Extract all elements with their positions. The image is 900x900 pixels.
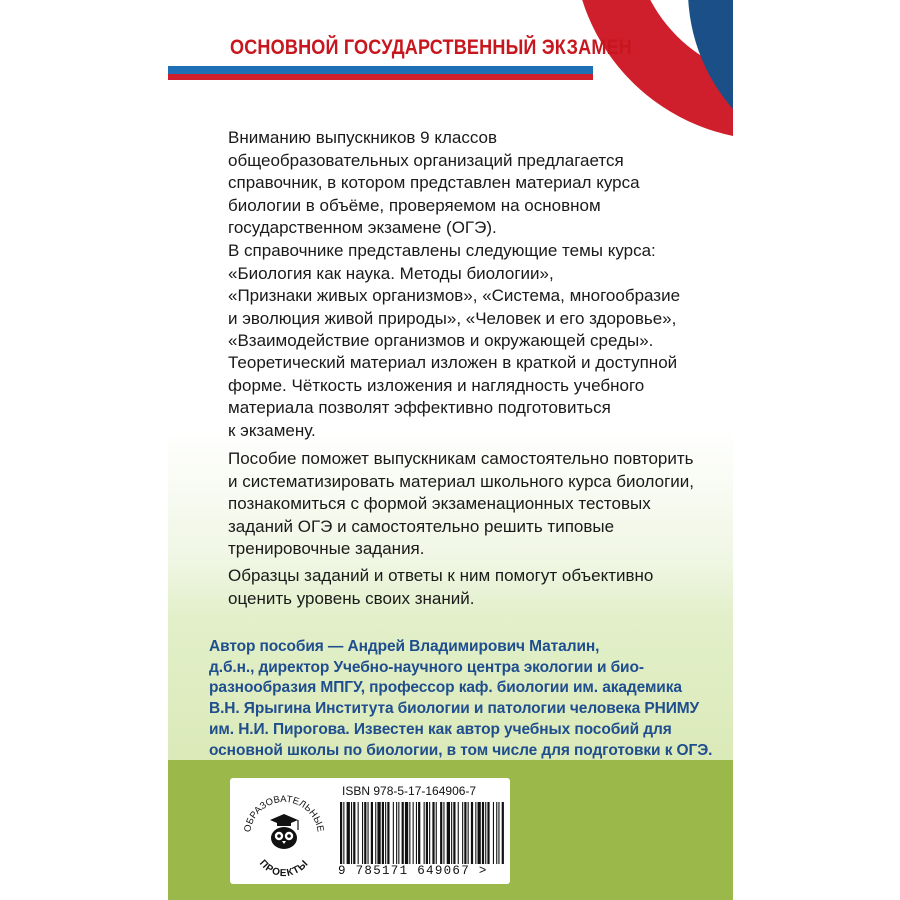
- barcode-bar: [432, 802, 434, 864]
- barcode-bar: [458, 802, 459, 864]
- barcode-bar: [393, 802, 394, 864]
- barcode-bar: [362, 802, 363, 864]
- barcode-panel: [230, 778, 510, 884]
- barcode-bar: [482, 802, 484, 864]
- barcode-bar: [418, 802, 420, 864]
- barcode-bar: [443, 802, 444, 864]
- barcode-bar: [402, 802, 404, 864]
- barcode-bar: [464, 802, 466, 864]
- back-cover: [168, 0, 733, 900]
- owl-graduate-icon: [236, 784, 331, 879]
- isbn-text: ISBN 978-5-17-164906-7: [342, 784, 477, 798]
- author-info: Автор пособия — Андрей Владимирович Маталин, д.б.н., директор Учебно-научного центра экологии и био- разнообразия МПГУ, профессор каф. биологии им. академика В.Н. Ярыгина Института биологии и патологии человека РНИМУ им. Н.И. Пирогова. Известен как автор учебных пособий для основной школы по биологии, в том числе для подготовки к ОГЭ.: [209, 638, 713, 759]
- barcode-bar: [368, 802, 369, 864]
- barcode-bar: [358, 802, 359, 864]
- barcode-bar: [478, 802, 481, 864]
- barcode-bar: [416, 802, 417, 864]
- barcode-bar: [429, 802, 430, 864]
- barcode-bar: [498, 802, 499, 864]
- barcode-bar: [385, 802, 386, 864]
- svg-text:ПРОЕКТЫ: [257, 858, 311, 879]
- barcode-bar: [447, 802, 450, 864]
- barcode-bar: [502, 802, 504, 864]
- barcode-bar: [471, 802, 473, 864]
- annotation-paragraph-4: Пособие поможет выпускникам самостоятельно повторить и систематизировать материал школьного курса биологии, познакомиться с формой экзаменационных тестовых заданий ОГЭ и самостоятельно решить типовые тренировочные задания.: [228, 449, 695, 558]
- barcode-bar: [475, 802, 476, 864]
- barcode-bar: [377, 802, 380, 864]
- barcode-bar: [409, 802, 410, 864]
- barcode-bar: [487, 802, 489, 864]
- barcode-bar: [351, 802, 352, 864]
- barcode-bar: [396, 802, 397, 864]
- barcode-bar: [382, 802, 384, 864]
- barcode-bar: [496, 802, 497, 864]
- barcode-bar: [371, 802, 373, 864]
- title-stripe-red: [168, 74, 593, 80]
- barcode-bar: [468, 802, 469, 864]
- barcode-bar: [387, 802, 389, 864]
- barcode-bar: [347, 802, 350, 864]
- barcode-bar: [353, 802, 355, 864]
- barcode: [340, 802, 505, 864]
- title-stripe-blue: [168, 66, 593, 74]
- barcode-bar: [440, 802, 442, 864]
- barcode-bar: [375, 802, 376, 864]
- barcode-bar: [424, 802, 425, 864]
- barcode-bar: [451, 802, 452, 864]
- barcode-bar: [493, 802, 494, 864]
- barcode-bar: [485, 802, 486, 864]
- barcode-bar: [398, 802, 399, 864]
- barcode-bar: [426, 802, 428, 864]
- barcode-digits: 9 785171 649067 >: [338, 864, 488, 878]
- barcode-bar: [364, 802, 366, 864]
- annotation-paragraph-5: Образцы заданий и ответы к ним помогут объективно оценить уровень своих знаний.: [228, 566, 654, 608]
- barcode-bar: [340, 802, 342, 864]
- barcode-bar: [436, 802, 437, 864]
- barcode-bar: [462, 802, 463, 864]
- annotation-paragraph-2: В справочнике представлены следующие темы курса: «Биология как наука. Методы биологии», «Признаки живых организмов», «Система, многообразие и эволюция живой природы», «Человек и его здоровье», «Взаимодействие организмов и окружающей среды».: [228, 241, 681, 350]
- series-title: ОСНОВНОЙ ГОСУДАРСТВЕННЫЙ ЭКЗАМЕН: [230, 36, 632, 59]
- barcode-bar: [405, 802, 408, 864]
- barcode-bar: [453, 802, 455, 864]
- annotation-paragraph-3: Теоретический материал изложен в краткой и доступной форме. Чёткость изложения и наглядность учебного материала позволят эффективно подготовиться к экзамену.: [228, 353, 678, 440]
- logo-bottom-text: ПРОЕКТЫ: [257, 857, 312, 879]
- annotation-paragraph-1: Вниманию выпускников 9 классов общеобразовательных организаций предлагается справочник, в котором представлен материал курса биологии в объёме, проверяемом на основном государственном экзамене (ОГЭ).: [228, 128, 640, 237]
- barcode-bar: [413, 802, 414, 864]
- logo-top-text: ОБРАЗОВАТЕЛЬНЫЕ: [242, 793, 326, 834]
- barcode-bar: [343, 802, 344, 864]
